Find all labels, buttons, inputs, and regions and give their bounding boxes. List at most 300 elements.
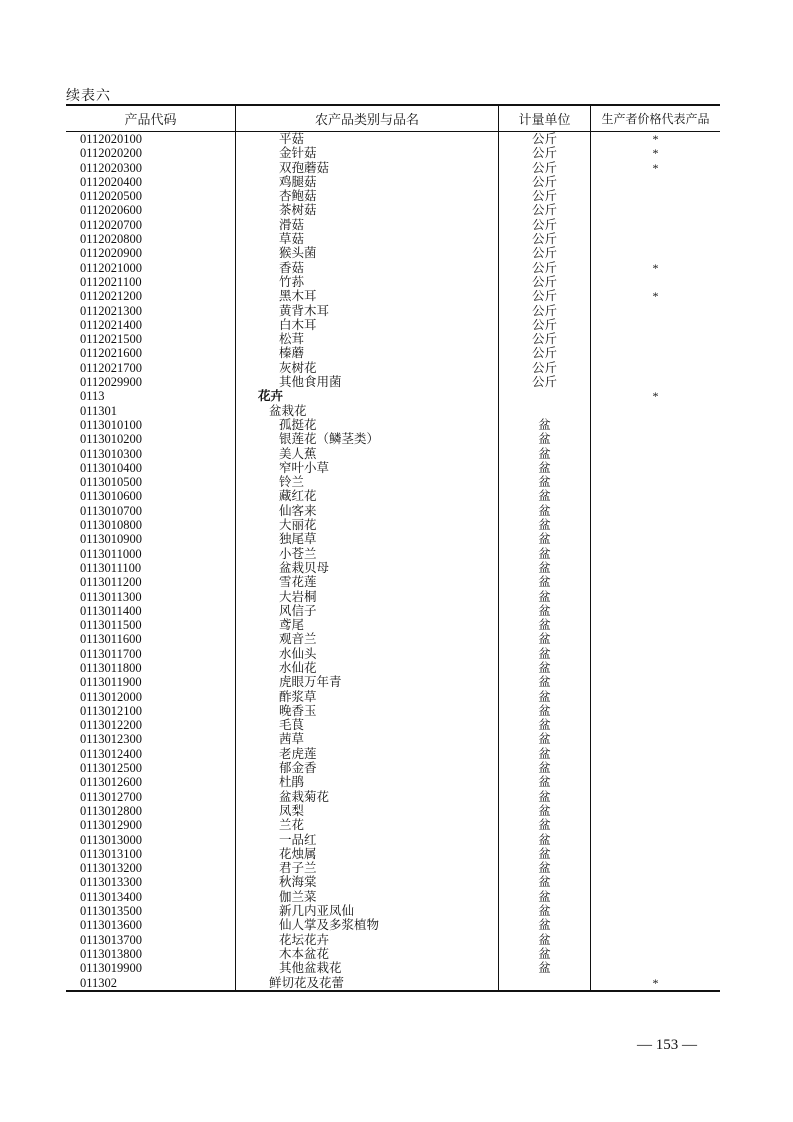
table-row (66, 203, 720, 217)
table-row (66, 175, 720, 189)
unit-cell: 公斤 (498, 232, 590, 246)
table-row (66, 933, 720, 947)
table-row (66, 704, 720, 718)
table-row (66, 961, 720, 975)
unit-cell: 公斤 (498, 318, 590, 332)
product-code-cell: 0112020300 (80, 160, 143, 175)
representative-flag-cell: * (590, 261, 720, 275)
product-name-cell: 酢浆草 (235, 690, 498, 704)
representative-flag-cell (590, 203, 720, 217)
representative-flag-cell (590, 804, 720, 818)
product-code-cell: 0112021000 (80, 260, 143, 275)
product-name-cell: 白木耳 (235, 318, 498, 332)
product-name-cell: 仙客来 (235, 504, 498, 518)
representative-flag-cell (590, 475, 720, 489)
product-code-cell: 0113010200 (80, 432, 143, 447)
unit-cell: 公斤 (498, 175, 590, 189)
product-name-cell: 郁金香 (235, 761, 498, 775)
unit-cell: 盆 (498, 561, 590, 575)
representative-flag-cell (590, 275, 720, 289)
header-category-name: 农产品类别与品名 (235, 106, 498, 131)
product-code-cell: 0113011400 (80, 603, 142, 618)
representative-flag-cell: * (590, 161, 720, 175)
table-row (66, 618, 720, 632)
representative-flag-cell (590, 418, 720, 432)
unit-cell: 盆 (498, 532, 590, 546)
unit-cell: 盆 (498, 704, 590, 718)
table-row (66, 232, 720, 246)
product-name-cell: 杜鹃 (235, 775, 498, 789)
product-name-cell: 虎眼万年青 (235, 675, 498, 689)
representative-flag-cell (590, 704, 720, 718)
product-code-cell: 0113013200 (80, 861, 143, 876)
table-row (66, 246, 720, 260)
product-code-cell: 0112020500 (80, 189, 143, 204)
unit-cell: 盆 (498, 489, 590, 503)
representative-flag-cell (590, 575, 720, 589)
product-name-cell: 新几内亚凤仙 (235, 904, 498, 918)
unit-cell: 盆 (498, 418, 590, 432)
product-name-cell: 藏红花 (235, 489, 498, 503)
representative-flag-cell (590, 489, 720, 503)
unit-cell: 公斤 (498, 189, 590, 203)
product-code-cell: 0112021600 (80, 346, 143, 361)
representative-flag-cell (590, 875, 720, 889)
product-code-cell: 0113013000 (80, 832, 143, 847)
product-name-cell: 秋海棠 (235, 875, 498, 889)
product-code-cell: 0113010800 (80, 518, 143, 533)
table-row (66, 718, 720, 732)
product-name-cell: 银莲花（鳞茎类） (235, 432, 498, 446)
table-row (66, 732, 720, 746)
table-row (66, 632, 720, 646)
representative-flag-cell (590, 447, 720, 461)
product-code-cell: 0112021100 (80, 274, 142, 289)
representative-flag-cell (590, 761, 720, 775)
unit-cell: 盆 (498, 947, 590, 961)
representative-flag-cell (590, 175, 720, 189)
representative-flag-cell (590, 518, 720, 532)
product-name-cell: 鸡腿菇 (235, 175, 498, 189)
unit-cell: 盆 (498, 804, 590, 818)
unit-cell: 盆 (498, 790, 590, 804)
unit-cell: 盆 (498, 861, 590, 875)
table-row (66, 447, 720, 461)
representative-flag-cell (590, 332, 720, 346)
unit-cell: 盆 (498, 604, 590, 618)
product-name-cell: 竹荪 (235, 275, 498, 289)
unit-cell: 盆 (498, 432, 590, 446)
product-name-cell: 窄叶小草 (235, 461, 498, 475)
table-row (66, 804, 720, 818)
table-row (66, 647, 720, 661)
unit-cell: 公斤 (498, 304, 590, 318)
product-code-cell: 0113013400 (80, 889, 143, 904)
product-code-cell: 0113010400 (80, 460, 143, 475)
product-code-cell: 0112021400 (80, 317, 143, 332)
table-row (66, 575, 720, 589)
product-name-cell: 榛蘑 (235, 346, 498, 360)
product-name-cell: 松茸 (235, 332, 498, 346)
table-row (66, 504, 720, 518)
unit-cell: 盆 (498, 833, 590, 847)
representative-flag-cell (590, 775, 720, 789)
table-header-row (66, 106, 720, 132)
table-row (66, 833, 720, 847)
unit-cell: 盆 (498, 747, 590, 761)
table-row (66, 304, 720, 318)
unit-cell (498, 404, 590, 418)
unit-cell: 公斤 (498, 289, 590, 303)
product-name-cell: 风信子 (235, 604, 498, 618)
table-row (66, 346, 720, 360)
representative-flag-cell (590, 918, 720, 932)
product-name-cell: 仙人掌及多浆植物 (235, 918, 498, 932)
product-name-cell: 水仙头 (235, 647, 498, 661)
table-row (66, 775, 720, 789)
product-name-cell: 香菇 (235, 261, 498, 275)
unit-cell: 盆 (498, 875, 590, 889)
table-row (66, 389, 720, 403)
product-name-cell: 雪花莲 (235, 575, 498, 589)
table-row (66, 489, 720, 503)
representative-flag-cell (590, 246, 720, 260)
header-unit: 计量单位 (498, 106, 590, 131)
unit-cell: 盆 (498, 933, 590, 947)
table-row (66, 218, 720, 232)
product-code-cell: 0113012800 (80, 803, 143, 818)
product-code-cell: 0113013300 (80, 875, 143, 890)
product-code-cell: 011301 (80, 403, 118, 418)
product-code-cell: 0112021200 (80, 289, 143, 304)
unit-cell: 公斤 (498, 361, 590, 375)
unit-cell: 盆 (498, 447, 590, 461)
table-row (66, 418, 720, 432)
table-row (66, 761, 720, 775)
unit-cell: 公斤 (498, 375, 590, 389)
header-producer-price-representative: 生产者价格代表产品 (590, 106, 720, 131)
unit-cell (498, 389, 590, 403)
product-code-cell: 0113011200 (80, 575, 142, 590)
unit-cell: 盆 (498, 518, 590, 532)
product-name-cell: 黄背木耳 (235, 304, 498, 318)
unit-cell: 盆 (498, 675, 590, 689)
representative-flag-cell (590, 361, 720, 375)
unit-cell: 公斤 (498, 161, 590, 175)
table-row (66, 532, 720, 546)
representative-flag-cell (590, 718, 720, 732)
table-row (66, 861, 720, 875)
product-code-cell: 0112029900 (80, 375, 143, 390)
product-name-cell: 晚香玉 (235, 704, 498, 718)
representative-flag-cell: * (590, 132, 720, 146)
product-name-cell: 平菇 (235, 132, 498, 146)
representative-flag-cell (590, 632, 720, 646)
unit-cell: 盆 (498, 661, 590, 675)
product-name-cell: 灰树花 (235, 361, 498, 375)
representative-flag-cell (590, 189, 720, 203)
representative-flag-cell (590, 675, 720, 689)
unit-cell: 盆 (498, 504, 590, 518)
unit-cell: 盆 (498, 547, 590, 561)
representative-flag-cell (590, 504, 720, 518)
representative-flag-cell: * (590, 289, 720, 303)
product-code-cell: 0113011100 (80, 560, 142, 575)
table-row (66, 461, 720, 475)
product-code-cell: 0113012600 (80, 775, 143, 790)
representative-flag-cell (590, 690, 720, 704)
product-name-cell: 孤挺花 (235, 418, 498, 432)
product-name-cell: 茜草 (235, 732, 498, 746)
unit-cell: 盆 (498, 732, 590, 746)
unit-cell: 公斤 (498, 275, 590, 289)
page-number: — 153 — (637, 1037, 697, 1053)
representative-flag-cell: * (590, 976, 720, 990)
table-row (66, 976, 720, 990)
product-code-cell: 0113010600 (80, 489, 143, 504)
product-name-cell: 黑木耳 (235, 289, 498, 303)
representative-flag-cell (590, 532, 720, 546)
product-code-cell: 0113012300 (80, 732, 143, 747)
product-code-cell: 0112020900 (80, 246, 143, 261)
product-name-cell: 金针菇 (235, 146, 498, 160)
unit-cell: 盆 (498, 690, 590, 704)
representative-flag-cell (590, 561, 720, 575)
representative-flag-cell (590, 604, 720, 618)
product-code-cell: 0113012000 (80, 689, 143, 704)
representative-flag-cell (590, 318, 720, 332)
representative-flag-cell: * (590, 146, 720, 160)
table-row (66, 375, 720, 389)
table-row (66, 275, 720, 289)
product-name-cell: 盆栽花 (235, 404, 498, 418)
unit-cell: 盆 (498, 904, 590, 918)
unit-cell: 盆 (498, 461, 590, 475)
unit-cell: 公斤 (498, 246, 590, 260)
unit-cell: 盆 (498, 961, 590, 975)
table-row (66, 690, 720, 704)
product-name-cell: 大丽花 (235, 518, 498, 532)
product-code-cell: 0113011300 (80, 589, 142, 604)
representative-flag-cell (590, 647, 720, 661)
product-code-cell: 0113013800 (80, 946, 143, 961)
table-row (66, 590, 720, 604)
table-row (66, 675, 720, 689)
representative-flag-cell (590, 890, 720, 904)
product-name-cell: 其他盆栽花 (235, 961, 498, 975)
representative-flag-cell (590, 590, 720, 604)
product-name-cell: 杏鲍菇 (235, 189, 498, 203)
product-name-cell: 老虎莲 (235, 747, 498, 761)
product-code-cell: 0112021500 (80, 332, 143, 347)
product-name-cell: 花坛花卉 (235, 933, 498, 947)
product-code-cell: 0113011900 (80, 675, 142, 690)
product-code-cell: 0113010300 (80, 446, 143, 461)
product-code-cell: 0112020700 (80, 217, 143, 232)
representative-flag-cell (590, 547, 720, 561)
product-code-cell: 011302 (80, 975, 118, 990)
product-code-cell: 0113011500 (80, 618, 142, 633)
product-code-cell: 0113010700 (80, 503, 143, 518)
product-name-cell: 独尾草 (235, 532, 498, 546)
product-name-cell: 鲜切花及花蕾 (235, 976, 498, 990)
table-row (66, 518, 720, 532)
unit-cell: 盆 (498, 575, 590, 589)
product-name-cell: 双孢蘑菇 (235, 161, 498, 175)
table-row (66, 847, 720, 861)
product-code-cell: 0113011700 (80, 646, 142, 661)
product-code-cell: 0113 (80, 389, 105, 404)
unit-cell: 盆 (498, 475, 590, 489)
product-code-cell: 0112020600 (80, 203, 143, 218)
representative-flag-cell (590, 618, 720, 632)
table-row (66, 818, 720, 832)
product-name-cell: 毛茛 (235, 718, 498, 732)
unit-cell: 公斤 (498, 132, 590, 146)
representative-flag-cell (590, 375, 720, 389)
representative-flag-cell (590, 461, 720, 475)
table-row (66, 361, 720, 375)
table-row (66, 890, 720, 904)
table-row (66, 918, 720, 932)
product-name-cell: 盆栽贝母 (235, 561, 498, 575)
product-code-cell: 0112020800 (80, 232, 143, 247)
unit-cell: 盆 (498, 890, 590, 904)
representative-flag-cell (590, 661, 720, 675)
table-row (66, 561, 720, 575)
table-row (66, 261, 720, 275)
product-code-cell: 0112021300 (80, 303, 143, 318)
table-row (66, 904, 720, 918)
unit-cell: 公斤 (498, 346, 590, 360)
unit-cell: 盆 (498, 718, 590, 732)
table-row (66, 132, 720, 146)
product-name-cell: 铃兰 (235, 475, 498, 489)
unit-cell: 盆 (498, 761, 590, 775)
product-code-cell: 0112020100 (80, 132, 143, 146)
table-row (66, 332, 720, 346)
product-name-cell: 其他食用菌 (235, 375, 498, 389)
table-body (66, 132, 720, 990)
table-row (66, 318, 720, 332)
representative-flag-cell (590, 947, 720, 961)
product-name-cell: 花烛属 (235, 847, 498, 861)
table-row (66, 790, 720, 804)
unit-cell: 公斤 (498, 218, 590, 232)
product-code-cell: 0113013100 (80, 846, 143, 861)
representative-flag-cell (590, 404, 720, 418)
product-code-table (66, 104, 720, 992)
product-code-cell: 0112020400 (80, 174, 143, 189)
unit-cell: 盆 (498, 647, 590, 661)
table-row (66, 432, 720, 446)
representative-flag-cell (590, 861, 720, 875)
product-name-cell: 盆栽菊花 (235, 790, 498, 804)
table-continuation-label: 续表六 (66, 89, 111, 104)
representative-flag-cell (590, 232, 720, 246)
representative-flag-cell (590, 304, 720, 318)
product-code-cell: 0113012900 (80, 818, 143, 833)
product-code-cell: 0113012700 (80, 789, 143, 804)
product-name-cell: 美人蕉 (235, 447, 498, 461)
table-row (66, 189, 720, 203)
table-row (66, 404, 720, 418)
table-row (66, 875, 720, 889)
product-code-cell: 0113012500 (80, 761, 143, 776)
unit-cell: 公斤 (498, 146, 590, 160)
header-product-code: 产品代码 (124, 112, 177, 127)
table-row (66, 146, 720, 160)
product-code-cell: 0113013700 (80, 932, 143, 947)
product-name-cell: 花卉 (235, 389, 498, 403)
product-code-cell: 0113012100 (80, 703, 143, 718)
product-code-cell: 0113019900 (80, 961, 143, 976)
product-code-cell: 0113012400 (80, 746, 143, 761)
product-code-cell: 0113010900 (80, 532, 143, 547)
product-name-cell: 鸢尾 (235, 618, 498, 632)
unit-cell: 盆 (498, 918, 590, 932)
table-row (66, 661, 720, 675)
unit-cell: 盆 (498, 618, 590, 632)
representative-flag-cell (590, 961, 720, 975)
unit-cell: 公斤 (498, 203, 590, 217)
table-row (66, 547, 720, 561)
product-code-cell: 0113013600 (80, 918, 143, 933)
product-code-cell: 0113013500 (80, 904, 143, 919)
table-row (66, 947, 720, 961)
product-code-cell: 0113011000 (80, 546, 142, 561)
product-name-cell: 观音兰 (235, 632, 498, 646)
table-row (66, 161, 720, 175)
table-row (66, 604, 720, 618)
product-name-cell: 猴头菌 (235, 246, 498, 260)
representative-flag-cell (590, 790, 720, 804)
product-name-cell: 木本盆花 (235, 947, 498, 961)
representative-flag-cell (590, 732, 720, 746)
representative-flag-cell (590, 747, 720, 761)
representative-flag-cell (590, 432, 720, 446)
representative-flag-cell (590, 847, 720, 861)
product-name-cell: 大岩桐 (235, 590, 498, 604)
product-name-cell: 水仙花 (235, 661, 498, 675)
representative-flag-cell (590, 346, 720, 360)
representative-flag-cell (590, 818, 720, 832)
product-code-cell: 0112021700 (80, 360, 143, 375)
product-code-cell: 0112020200 (80, 146, 143, 161)
product-code-cell: 0113012200 (80, 718, 143, 733)
product-code-cell: 0113011800 (80, 660, 142, 675)
representative-flag-cell (590, 833, 720, 847)
product-name-cell: 凤梨 (235, 804, 498, 818)
product-code-cell: 0113010100 (80, 417, 143, 432)
table-row (66, 475, 720, 489)
product-name-cell: 小苍兰 (235, 547, 498, 561)
unit-cell: 公斤 (498, 261, 590, 275)
product-name-cell: 草菇 (235, 232, 498, 246)
representative-flag-cell (590, 904, 720, 918)
product-name-cell: 伽兰菜 (235, 890, 498, 904)
unit-cell (498, 976, 590, 990)
representative-flag-cell (590, 933, 720, 947)
unit-cell: 盆 (498, 847, 590, 861)
product-code-cell: 0113011600 (80, 632, 142, 647)
unit-cell: 盆 (498, 818, 590, 832)
representative-flag-cell: * (590, 389, 720, 403)
product-name-cell: 茶树菇 (235, 203, 498, 217)
product-name-cell: 君子兰 (235, 861, 498, 875)
table-row (66, 747, 720, 761)
product-name-cell: 一品红 (235, 833, 498, 847)
